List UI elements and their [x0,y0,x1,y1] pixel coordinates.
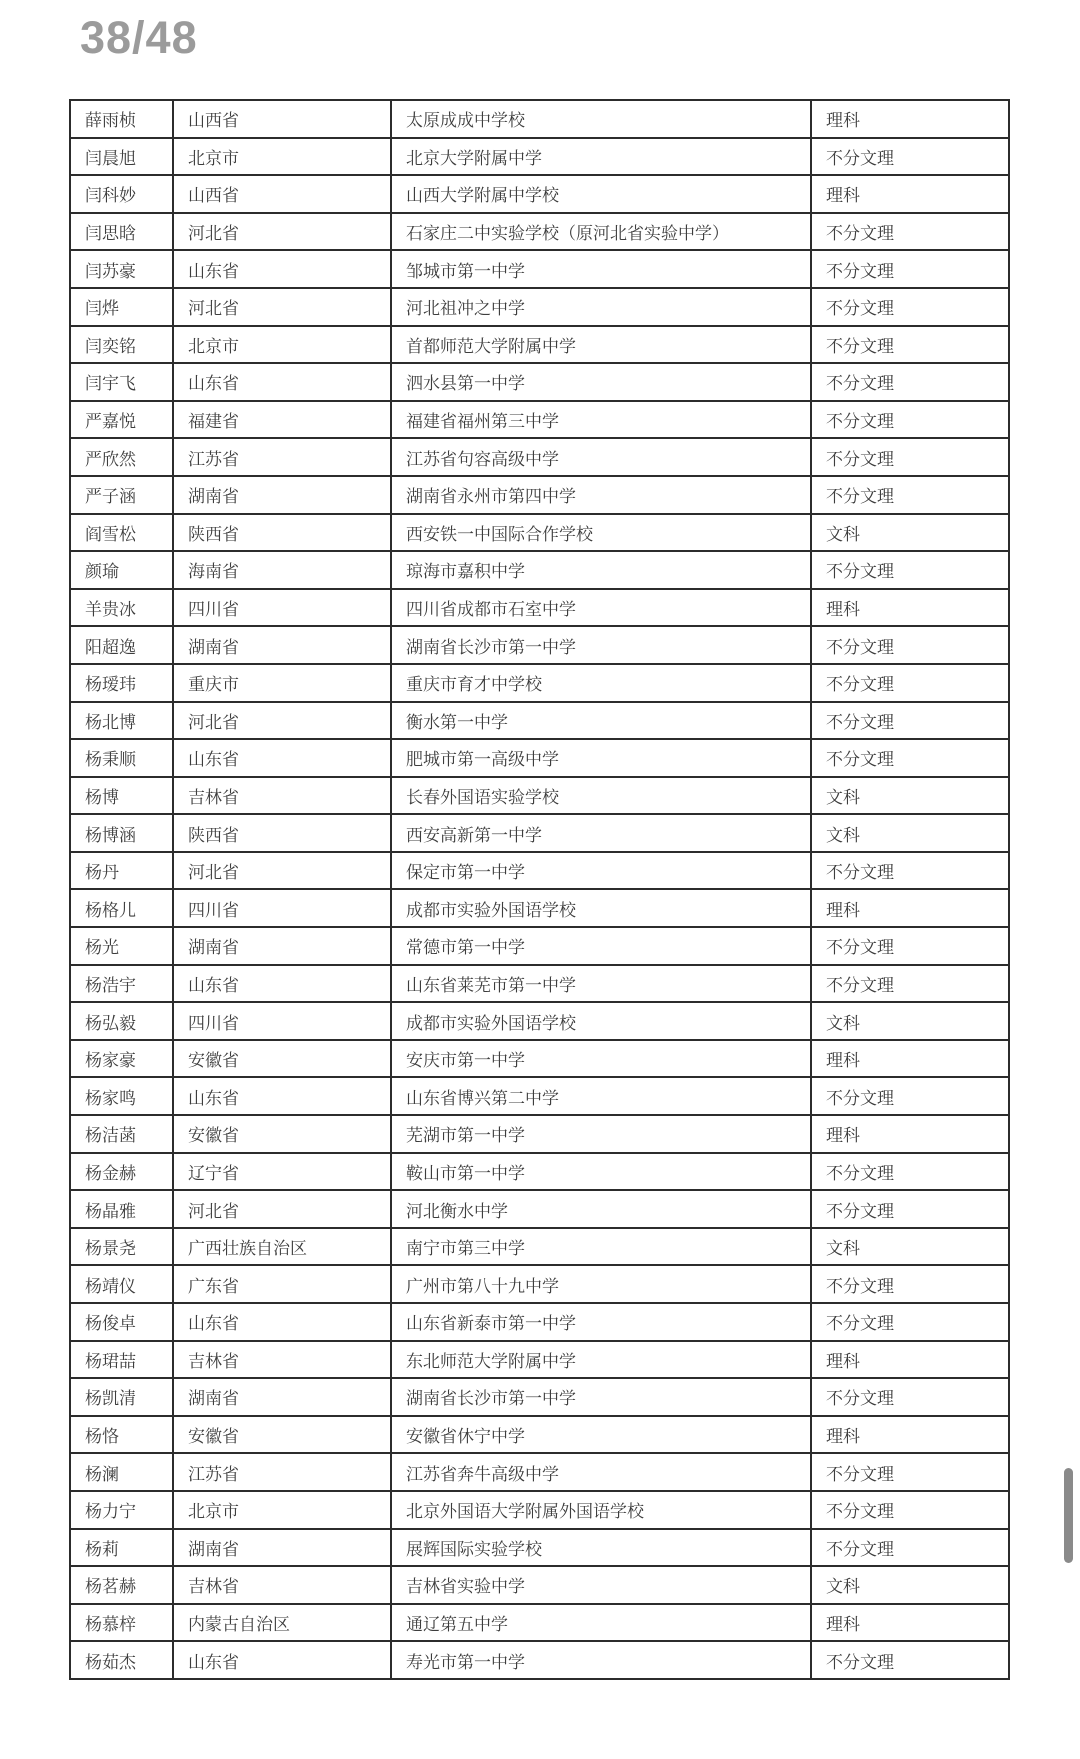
table-row [70,1341,1009,1379]
cell-track: 文科 [811,814,1009,852]
cell-track: 文科 [811,1228,1009,1266]
cell-province: 安徽省 [173,1040,391,1078]
cell-name: 颜瑜 [70,551,173,589]
cell-province: 山西省 [173,175,391,213]
table-row [70,589,1009,627]
cell-track: 理科 [811,175,1009,213]
cell-school: 湖南省长沙市第一中学 [391,1378,811,1416]
table-row [70,1115,1009,1153]
cell-name: 杨力宁 [70,1491,173,1529]
cell-school: 肥城市第一高级中学 [391,739,811,777]
cell-province: 山东省 [173,1303,391,1341]
cell-track: 不分文理 [811,1303,1009,1341]
cell-school: 成都市实验外国语学校 [391,889,811,927]
cell-province: 山东省 [173,1077,391,1115]
cell-name: 严子涵 [70,476,173,514]
cell-name: 闫宇飞 [70,363,173,401]
cell-school: 西安高新第一中学 [391,814,811,852]
cell-school: 石家庄二中实验学校（原河北省实验中学） [391,213,811,251]
cell-school: 江苏省句容高级中学 [391,438,811,476]
cell-school: 衡水第一中学 [391,702,811,740]
cell-school: 江苏省奔牛高级中学 [391,1453,811,1491]
table-row [70,401,1009,439]
cell-name: 严嘉悦 [70,401,173,439]
cell-province: 吉林省 [173,1566,391,1604]
cell-province: 山东省 [173,739,391,777]
cell-track: 不分文理 [811,626,1009,664]
scrollbar-thumb[interactable] [1064,1468,1073,1563]
cell-school: 东北师范大学附属中学 [391,1341,811,1379]
cell-province: 江苏省 [173,438,391,476]
table-row [70,138,1009,176]
table-row [70,1040,1009,1078]
cell-track: 不分文理 [811,551,1009,589]
cell-school: 山东省莱芜市第一中学 [391,965,811,1003]
cell-name: 杨慕梓 [70,1604,173,1642]
cell-name: 杨博 [70,777,173,815]
cell-province: 四川省 [173,889,391,927]
cell-school: 首都师范大学附属中学 [391,326,811,364]
cell-name: 闫思晗 [70,213,173,251]
cell-track: 不分文理 [811,363,1009,401]
table-row [70,1265,1009,1303]
cell-track: 理科 [811,889,1009,927]
cell-province: 江苏省 [173,1453,391,1491]
cell-track: 理科 [811,1416,1009,1454]
table-row [70,1566,1009,1604]
cell-province: 广东省 [173,1265,391,1303]
cell-school: 西安铁一中国际合作学校 [391,514,811,552]
table-row [70,1228,1009,1266]
cell-school: 通辽第五中学 [391,1604,811,1642]
table-row [70,965,1009,1003]
table-row [70,476,1009,514]
cell-track: 不分文理 [811,250,1009,288]
table-body [70,100,1009,1679]
cell-school: 河北祖冲之中学 [391,288,811,326]
cell-province: 河北省 [173,702,391,740]
cell-province: 四川省 [173,1002,391,1040]
cell-track: 文科 [811,1566,1009,1604]
cell-name: 杨北博 [70,702,173,740]
cell-name: 杨俊卓 [70,1303,173,1341]
cell-name: 闫苏豪 [70,250,173,288]
cell-province: 安徽省 [173,1115,391,1153]
cell-province: 山西省 [173,100,391,138]
cell-school: 湖南省永州市第四中学 [391,476,811,514]
cell-province: 河北省 [173,1190,391,1228]
table-row [70,250,1009,288]
cell-track: 不分文理 [811,965,1009,1003]
cell-track: 不分文理 [811,1153,1009,1191]
table-row [70,664,1009,702]
cell-province: 陕西省 [173,514,391,552]
cell-province: 河北省 [173,288,391,326]
cell-province: 吉林省 [173,1341,391,1379]
cell-school: 山西大学附属中学校 [391,175,811,213]
table-row [70,100,1009,138]
cell-province: 辽宁省 [173,1153,391,1191]
cell-name: 薛雨桢 [70,100,173,138]
table-row [70,1190,1009,1228]
cell-track: 不分文理 [811,476,1009,514]
table-row [70,363,1009,401]
cell-name: 杨瑷玮 [70,664,173,702]
cell-name: 杨弘毅 [70,1002,173,1040]
cell-school: 福建省福州第三中学 [391,401,811,439]
cell-track: 不分文理 [811,927,1009,965]
cell-track: 不分文理 [811,1529,1009,1567]
cell-province: 北京市 [173,1491,391,1529]
table-row [70,1491,1009,1529]
table-row [70,1002,1009,1040]
cell-school: 山东省新泰市第一中学 [391,1303,811,1341]
cell-track: 理科 [811,1341,1009,1379]
cell-province: 山东省 [173,363,391,401]
cell-track: 不分文理 [811,1077,1009,1115]
cell-track: 不分文理 [811,1491,1009,1529]
table-row [70,814,1009,852]
cell-name: 闫奕铭 [70,326,173,364]
table-row [70,702,1009,740]
cell-school: 泗水县第一中学 [391,363,811,401]
table-row [70,777,1009,815]
cell-track: 不分文理 [811,213,1009,251]
cell-name: 杨洁菡 [70,1115,173,1153]
cell-name: 严欣然 [70,438,173,476]
cell-school: 广州市第八十九中学 [391,1265,811,1303]
cell-school: 芜湖市第一中学 [391,1115,811,1153]
cell-track: 不分文理 [811,739,1009,777]
cell-school: 太原成成中学校 [391,100,811,138]
cell-school: 山东省博兴第二中学 [391,1077,811,1115]
cell-province: 北京市 [173,138,391,176]
table-row [70,1416,1009,1454]
cell-name: 杨珺喆 [70,1341,173,1379]
cell-name: 杨凯清 [70,1378,173,1416]
cell-name: 杨秉顺 [70,739,173,777]
cell-name: 杨莉 [70,1529,173,1567]
table-row [70,1641,1009,1679]
cell-school: 长春外国语实验学校 [391,777,811,815]
cell-province: 山东省 [173,1641,391,1679]
cell-province: 内蒙古自治区 [173,1604,391,1642]
cell-school: 常德市第一中学 [391,927,811,965]
cell-province: 四川省 [173,589,391,627]
table-row [70,1378,1009,1416]
cell-province: 安徽省 [173,1416,391,1454]
page-indicator: 38/48 [80,12,198,63]
cell-province: 河北省 [173,852,391,890]
cell-name: 杨金赫 [70,1153,173,1191]
cell-province: 湖南省 [173,626,391,664]
table-row [70,288,1009,326]
cell-track: 不分文理 [811,852,1009,890]
cell-track: 理科 [811,1115,1009,1153]
cell-name: 杨景尧 [70,1228,173,1266]
table-row [70,852,1009,890]
cell-name: 杨澜 [70,1453,173,1491]
cell-track: 不分文理 [811,401,1009,439]
cell-track: 不分文理 [811,1190,1009,1228]
cell-track: 理科 [811,100,1009,138]
cell-name: 杨靖仪 [70,1265,173,1303]
cell-province: 湖南省 [173,927,391,965]
table-row [70,1077,1009,1115]
table-row [70,927,1009,965]
table-row [70,326,1009,364]
cell-school: 湖南省长沙市第一中学 [391,626,811,664]
table-row [70,213,1009,251]
cell-track: 不分文理 [811,664,1009,702]
cell-name: 杨晶雅 [70,1190,173,1228]
cell-province: 海南省 [173,551,391,589]
cell-track: 不分文理 [811,438,1009,476]
cell-province: 北京市 [173,326,391,364]
cell-track: 不分文理 [811,1378,1009,1416]
cell-name: 杨茗赫 [70,1566,173,1604]
cell-name: 杨光 [70,927,173,965]
table-row [70,1529,1009,1567]
cell-school: 安庆市第一中学 [391,1040,811,1078]
cell-name: 羊贵冰 [70,589,173,627]
cell-school: 重庆市育才中学校 [391,664,811,702]
cell-province: 福建省 [173,401,391,439]
table-row [70,438,1009,476]
table-row [70,1153,1009,1191]
table-row [70,514,1009,552]
table-row [70,739,1009,777]
cell-school: 北京外国语大学附属外国语学校 [391,1491,811,1529]
cell-province: 山东省 [173,965,391,1003]
table-row [70,889,1009,927]
cell-province: 湖南省 [173,1378,391,1416]
cell-province: 湖南省 [173,1529,391,1567]
cell-track: 文科 [811,514,1009,552]
cell-school: 琼海市嘉积中学 [391,551,811,589]
cell-school: 展辉国际实验学校 [391,1529,811,1567]
cell-track: 不分文理 [811,1453,1009,1491]
cell-school: 寿光市第一中学 [391,1641,811,1679]
table-row [70,626,1009,664]
table-row [70,175,1009,213]
cell-track: 不分文理 [811,1641,1009,1679]
cell-school: 鞍山市第一中学 [391,1153,811,1191]
cell-school: 保定市第一中学 [391,852,811,890]
cell-school: 北京大学附属中学 [391,138,811,176]
cell-name: 杨家豪 [70,1040,173,1078]
cell-name: 杨丹 [70,852,173,890]
cell-school: 安徽省休宁中学 [391,1416,811,1454]
cell-name: 杨格儿 [70,889,173,927]
table-row [70,1303,1009,1341]
cell-name: 闫烨 [70,288,173,326]
cell-name: 闫科妙 [70,175,173,213]
cell-province: 吉林省 [173,777,391,815]
cell-school: 吉林省实验中学 [391,1566,811,1604]
cell-name: 杨恪 [70,1416,173,1454]
table-row [70,1453,1009,1491]
cell-school: 四川省成都市石室中学 [391,589,811,627]
cell-name: 闫晨旭 [70,138,173,176]
cell-province: 广西壮族自治区 [173,1228,391,1266]
cell-track: 不分文理 [811,326,1009,364]
cell-province: 山东省 [173,250,391,288]
cell-school: 南宁市第三中学 [391,1228,811,1266]
cell-name: 杨茹杰 [70,1641,173,1679]
cell-province: 陕西省 [173,814,391,852]
cell-school: 邹城市第一中学 [391,250,811,288]
cell-name: 阳超逸 [70,626,173,664]
cell-track: 不分文理 [811,1265,1009,1303]
cell-track: 不分文理 [811,138,1009,176]
cell-province: 重庆市 [173,664,391,702]
cell-name: 杨博涵 [70,814,173,852]
student-roster-table [69,99,1010,1680]
cell-track: 理科 [811,1040,1009,1078]
cell-track: 文科 [811,1002,1009,1040]
cell-school: 河北衡水中学 [391,1190,811,1228]
cell-province: 湖南省 [173,476,391,514]
cell-name: 阎雪松 [70,514,173,552]
cell-track: 文科 [811,777,1009,815]
cell-track: 理科 [811,589,1009,627]
cell-province: 河北省 [173,213,391,251]
cell-school: 成都市实验外国语学校 [391,1002,811,1040]
cell-name: 杨家鸣 [70,1077,173,1115]
cell-track: 不分文理 [811,702,1009,740]
table-row [70,551,1009,589]
cell-name: 杨浩宇 [70,965,173,1003]
cell-track: 理科 [811,1604,1009,1642]
table-row [70,1604,1009,1642]
cell-track: 不分文理 [811,288,1009,326]
